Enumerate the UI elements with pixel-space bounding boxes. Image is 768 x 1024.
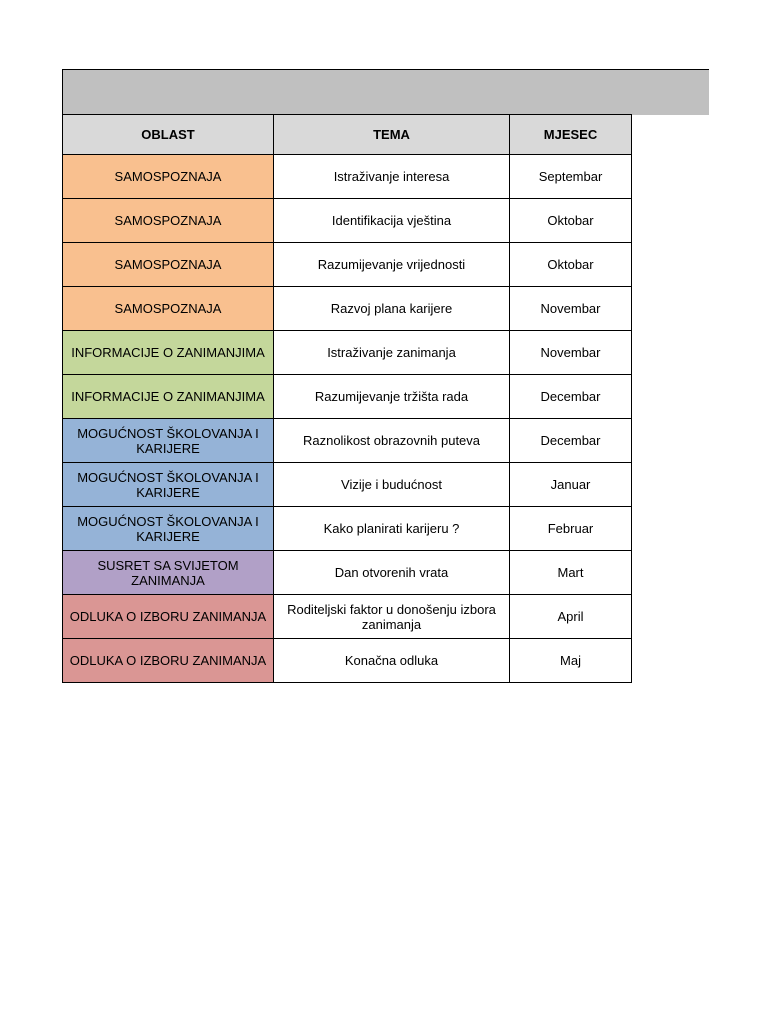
area-cell: SAMOSPOZNAJA (63, 199, 274, 243)
topic-cell: Roditeljski faktor u donošenju izbora zanimanja (274, 595, 510, 639)
month-cell: April (510, 595, 632, 639)
area-cell: ODLUKA O IZBORU ZANIMANJA (63, 639, 274, 683)
table-row (63, 199, 632, 243)
area-cell: ODLUKA O IZBORU ZANIMANJA (63, 595, 274, 639)
table-row (63, 375, 632, 419)
header-month: MJESEC (510, 115, 632, 155)
topic-cell: Razvoj plana karijere (274, 287, 510, 331)
table-row (63, 331, 632, 375)
month-cell: Februar (510, 507, 632, 551)
topic-cell: Razumijevanje tržišta rada (274, 375, 510, 419)
area-cell: MOGUĆNOST ŠKOLOVANJA I KARIJERE (63, 463, 274, 507)
month-cell: Maj (510, 639, 632, 683)
area-cell: INFORMACIJE O ZANIMANJIMA (63, 331, 274, 375)
month-cell: Novembar (510, 331, 632, 375)
month-cell: Januar (510, 463, 632, 507)
area-cell: SAMOSPOZNAJA (63, 155, 274, 199)
topic-cell: Raznolikost obrazovnih puteva (274, 419, 510, 463)
table-row (63, 155, 632, 199)
header-topic: TEMA (274, 115, 510, 155)
month-cell: Oktobar (510, 199, 632, 243)
month-cell: Septembar (510, 155, 632, 199)
topic-cell: Razumijevanje vrijednosti (274, 243, 510, 287)
title-band (62, 69, 709, 115)
table-row (63, 595, 632, 639)
topic-cell: Vizije i budućnost (274, 463, 510, 507)
topic-cell: Dan otvorenih vrata (274, 551, 510, 595)
table-header-row (63, 115, 632, 155)
area-cell: SAMOSPOZNAJA (63, 243, 274, 287)
topic-cell: Istraživanje zanimanja (274, 331, 510, 375)
table-row (63, 639, 632, 683)
table-row (63, 287, 632, 331)
area-cell: SAMOSPOZNAJA (63, 287, 274, 331)
month-cell: Mart (510, 551, 632, 595)
header-area: OBLAST (63, 115, 274, 155)
table-row (63, 507, 632, 551)
topic-cell: Konačna odluka (274, 639, 510, 683)
area-cell: MOGUĆNOST ŠKOLOVANJA I KARIJERE (63, 419, 274, 463)
month-cell: Decembar (510, 375, 632, 419)
month-cell: Oktobar (510, 243, 632, 287)
area-cell: SUSRET SA SVIJETOM ZANIMANJA (63, 551, 274, 595)
month-cell: Decembar (510, 419, 632, 463)
table-row (63, 243, 632, 287)
topic-cell: Identifikacija vještina (274, 199, 510, 243)
table-row (63, 419, 632, 463)
area-cell: INFORMACIJE O ZANIMANJIMA (63, 375, 274, 419)
table-row (63, 463, 632, 507)
topic-cell: Istraživanje interesa (274, 155, 510, 199)
career-schedule-table (62, 114, 632, 683)
month-cell: Novembar (510, 287, 632, 331)
table-row (63, 551, 632, 595)
area-cell: MOGUĆNOST ŠKOLOVANJA I KARIJERE (63, 507, 274, 551)
topic-cell: Kako planirati karijeru ? (274, 507, 510, 551)
